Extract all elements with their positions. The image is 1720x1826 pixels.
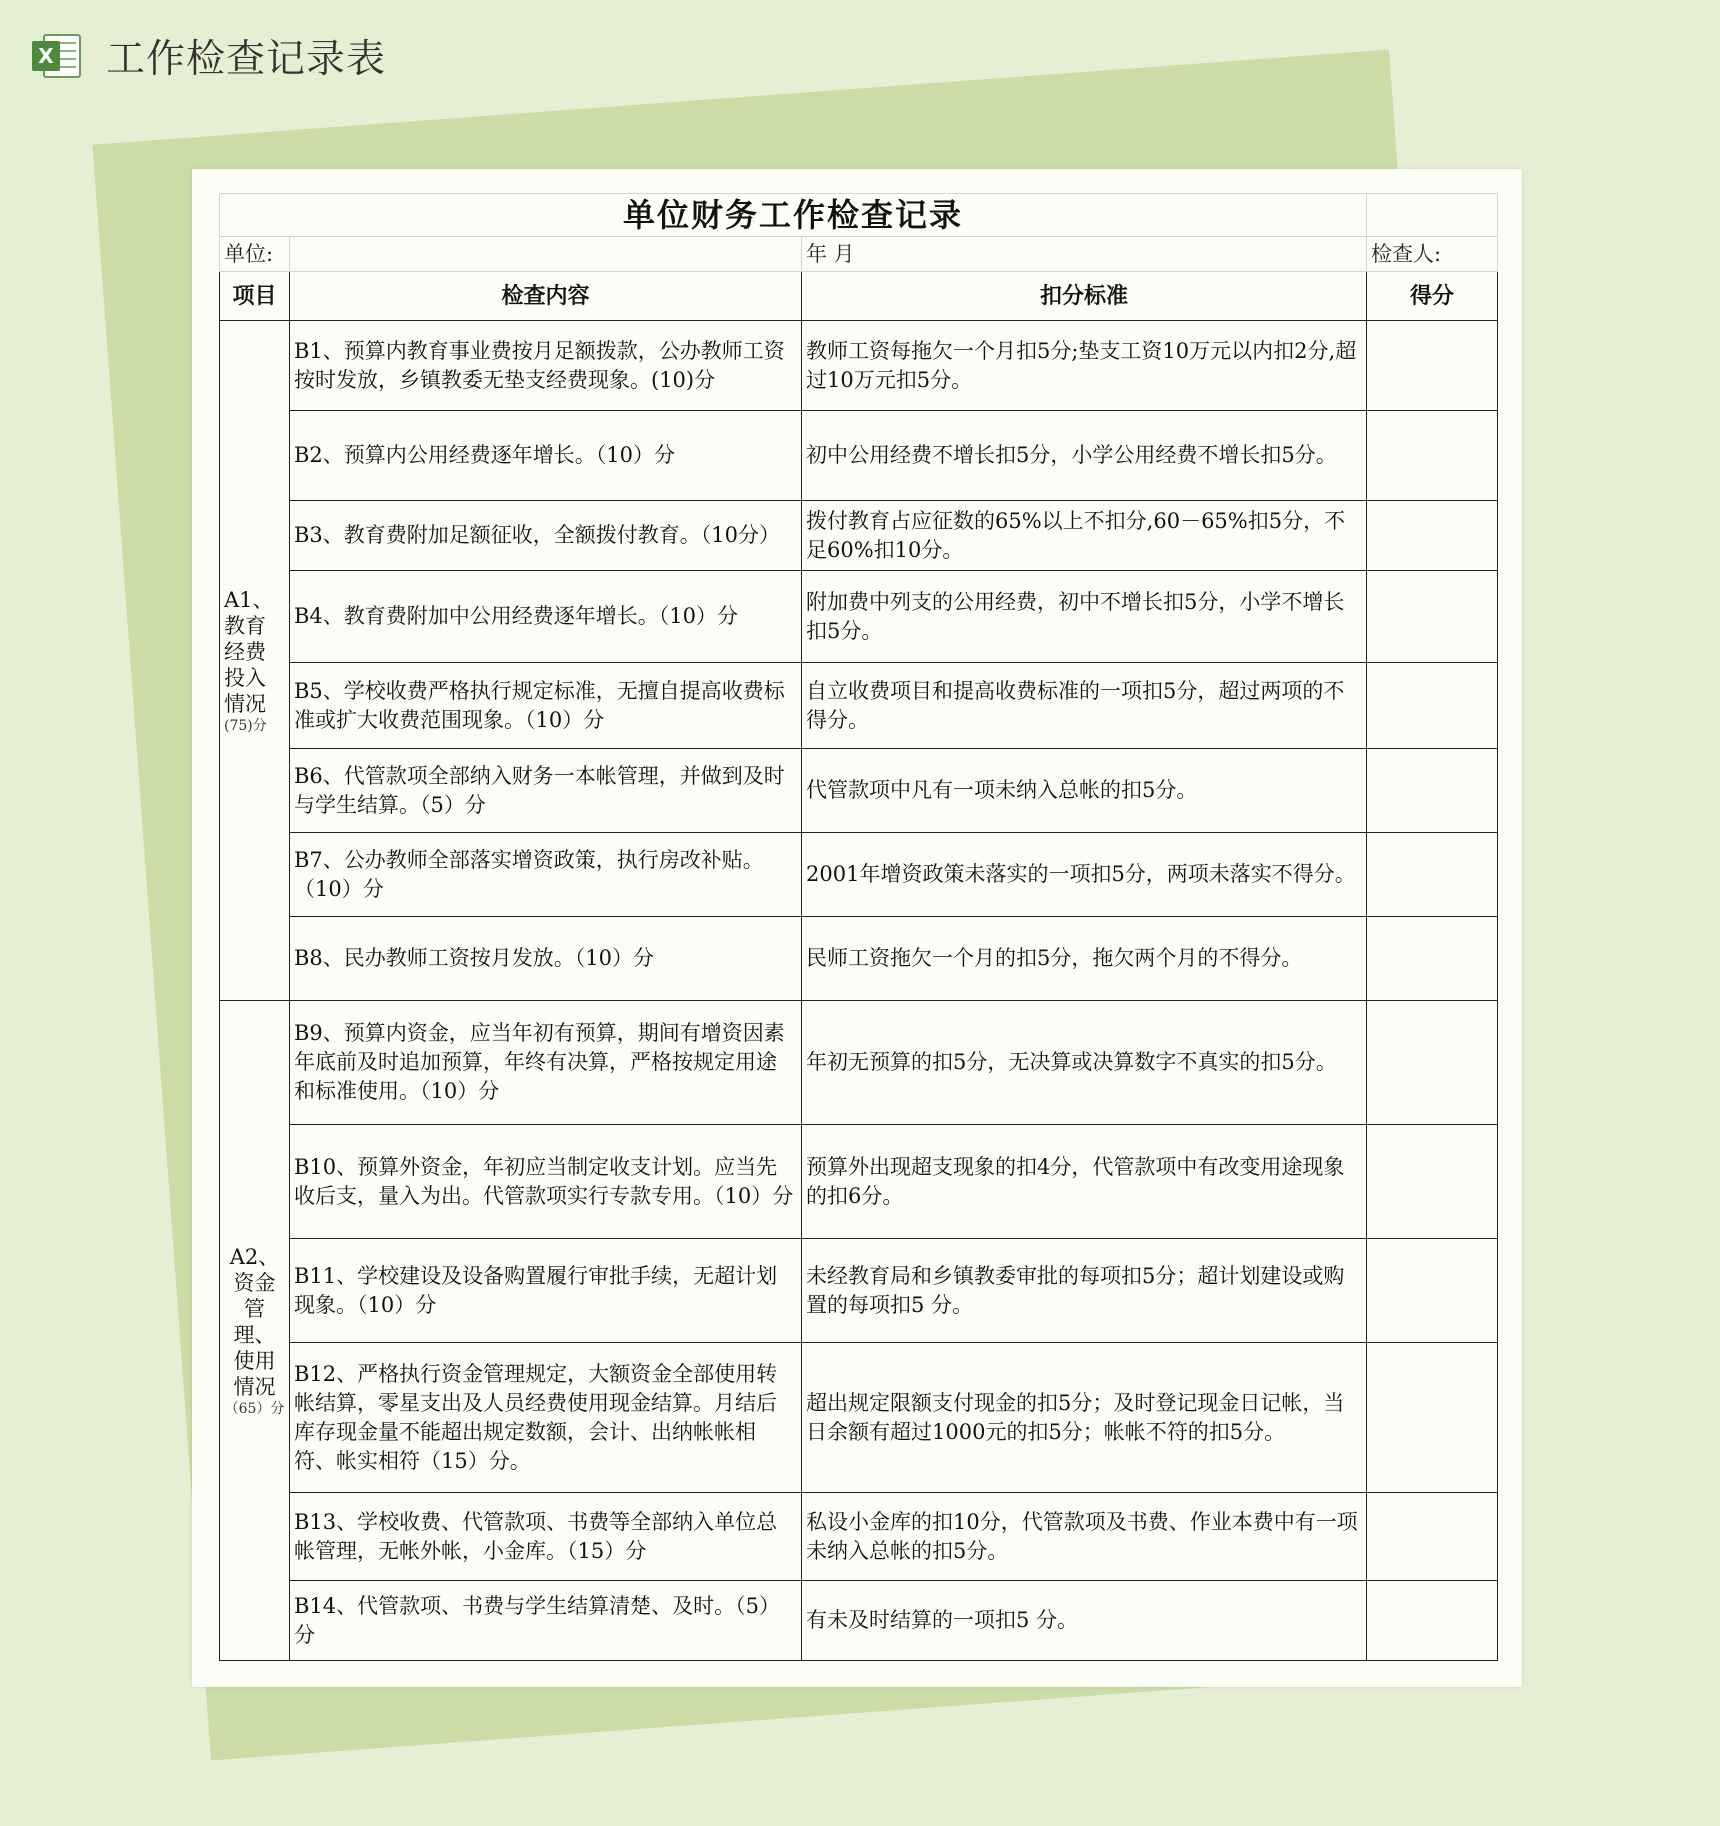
criteria-b14: 有未及时结算的一项扣5 分。: [802, 1581, 1367, 1661]
title-blank-cell: [1367, 194, 1498, 237]
criteria-b10: 预算外出现超支现象的扣4分，代管款项中有改变用途现象的扣6分。: [802, 1125, 1367, 1239]
header-criteria: 扣分标准: [802, 272, 1367, 321]
score-cell-b14[interactable]: [1367, 1581, 1498, 1661]
score-cell-b10[interactable]: [1367, 1125, 1498, 1239]
score-cell-b7[interactable]: [1367, 833, 1498, 917]
app-header: [30, 28, 386, 84]
criteria-b6: 代管款项中凡有一项未纳入总帐的扣5分。: [802, 749, 1367, 833]
table-row: [220, 663, 1498, 749]
score-cell-b12[interactable]: [1367, 1343, 1498, 1493]
section-a2-points: （65）分: [224, 1400, 285, 1417]
criteria-b9: 年初无预算的扣5分，无决算或决算数字不真实的扣5分。: [802, 1001, 1367, 1125]
criteria-b5: 自立收费项目和提高收费标准的一项扣5分，超过两项的不得分。: [802, 663, 1367, 749]
score-cell-b4[interactable]: [1367, 571, 1498, 663]
section-a1-title: A1、教育经费投入情况: [224, 587, 274, 716]
table-row: [220, 1581, 1498, 1661]
score-cell-b1[interactable]: [1367, 321, 1498, 411]
table-row: [220, 1493, 1498, 1581]
criteria-b1: 教师工资每拖欠一个月扣5分;垫支工资10万元以内扣2分,超过10万元扣5分。: [802, 321, 1367, 411]
criteria-b13: 私设小金库的扣10分，代管款项及书费、作业本费中有一项未纳入总帐的扣5分。: [802, 1493, 1367, 1581]
table-row: [220, 1239, 1498, 1343]
date-label: 年 月: [802, 237, 1367, 272]
svg-text:X: X: [38, 44, 54, 68]
section-a2-label: [220, 1001, 290, 1661]
criteria-b12: 超出规定限额支付现金的扣5分；及时登记现金日记帐，当日余额有超过1000元的扣5分；帐帐不符的扣5分。: [802, 1343, 1367, 1493]
unit-value: [290, 237, 802, 272]
header-content: 检查内容: [290, 272, 802, 321]
document-sheet: [192, 169, 1522, 1687]
excel-icon: [30, 29, 84, 83]
check-content-b2: B2、预算内公用经费逐年增长。（10）分: [290, 411, 802, 501]
check-content-b10: B10、预算外资金，年初应当制定收支计划。应当先收后支，量入为出。代管款项实行专款专用。（10）分: [290, 1125, 802, 1239]
table-row: [220, 1125, 1498, 1239]
score-cell-b3[interactable]: [1367, 501, 1498, 571]
unit-label: 单位:: [220, 237, 290, 272]
document-title: 单位财务工作检查记录: [220, 194, 1367, 237]
score-cell-b6[interactable]: [1367, 749, 1498, 833]
inspection-table: [219, 193, 1498, 1661]
inspector-label: 检查人:: [1367, 237, 1498, 272]
score-cell-b13[interactable]: [1367, 1493, 1498, 1581]
check-content-b14: B14、代管款项、书费与学生结算清楚、及时。（5）分: [290, 1581, 802, 1661]
check-content-b11: B11、学校建设及设备购置履行审批手续，无超计划现象。（10）分: [290, 1239, 802, 1343]
check-content-b3: B3、教育费附加足额征收，全额拨付教育。（10分）: [290, 501, 802, 571]
table-row: [220, 571, 1498, 663]
check-content-b1: B1、预算内教育事业费按月足额拨款，公办教师工资按时发放，乡镇教委无垫支经费现象。(10)分: [290, 321, 802, 411]
score-cell-b8[interactable]: [1367, 917, 1498, 1001]
score-cell-b2[interactable]: [1367, 411, 1498, 501]
section-a1-label: [220, 321, 290, 1001]
criteria-b7: 2001年增资政策未落实的一项扣5分，两项未落实不得分。: [802, 833, 1367, 917]
header-item: 项目: [220, 272, 290, 321]
criteria-b8: 民师工资拖欠一个月的扣5分，拖欠两个月的不得分。: [802, 917, 1367, 1001]
criteria-b2: 初中公用经费不增长扣5分，小学公用经费不增长扣5分。: [802, 411, 1367, 501]
check-content-b13: B13、学校收费、代管款项、书费等全部纳入单位总帐管理，无帐外帐，小金库。（15）分: [290, 1493, 802, 1581]
app-title: 工作检查记录表: [106, 37, 387, 82]
check-content-b4: B4、教育费附加中公用经费逐年增长。（10）分: [290, 571, 802, 663]
table-row: [220, 501, 1498, 571]
check-content-b8: B8、民办教师工资按月发放。（10）分: [290, 917, 802, 1001]
check-content-b6: B6、代管款项全部纳入财务一本帐管理，并做到及时与学生结算。（5）分: [290, 749, 802, 833]
check-content-b7: B7、公办教师全部落实增资政策，执行房改补贴。（10）分: [290, 833, 802, 917]
score-cell-b5[interactable]: [1367, 663, 1498, 749]
table-row: [220, 1343, 1498, 1493]
section-a1-points: (75)分: [224, 717, 267, 734]
score-cell-b11[interactable]: [1367, 1239, 1498, 1343]
check-content-b9: B9、预算内资金，应当年初有预算，期间有增资因素年底前及时追加预算，年终有决算，严格按规定用途和标准使用。（10）分: [290, 1001, 802, 1125]
check-content-b5: B5、学校收费严格执行规定标准，无擅自提高收费标准或扩大收费范围现象。（10）分: [290, 663, 802, 749]
criteria-b3: 拨付教育占应征数的65%以上不扣分,60－65%扣5分，不足60%扣10分。: [802, 501, 1367, 571]
table-row: [220, 411, 1498, 501]
header-score: 得分: [1367, 272, 1498, 321]
table-row: [220, 321, 1498, 411]
table-row: [220, 749, 1498, 833]
score-cell-b9[interactable]: [1367, 1001, 1498, 1125]
check-content-b12: B12、严格执行资金管理规定，大额资金全部使用转帐结算，零星支出及人员经费使用现金结算。月结后库存现金量不能超出规定数额，会计、出纳帐帐相符、帐实相符（15）分。: [290, 1343, 802, 1493]
criteria-b11: 未经教育局和乡镇教委审批的每项扣5分；超计划建设或购置的每项扣5 分。: [802, 1239, 1367, 1343]
table-row: [220, 917, 1498, 1001]
section-a2-title: A2、资金管理、使用情况: [229, 1244, 280, 1399]
table-row: [220, 833, 1498, 917]
criteria-b4: 附加费中列支的公用经费，初中不增长扣5分，小学不增长扣5分。: [802, 571, 1367, 663]
table-row: [220, 1001, 1498, 1125]
